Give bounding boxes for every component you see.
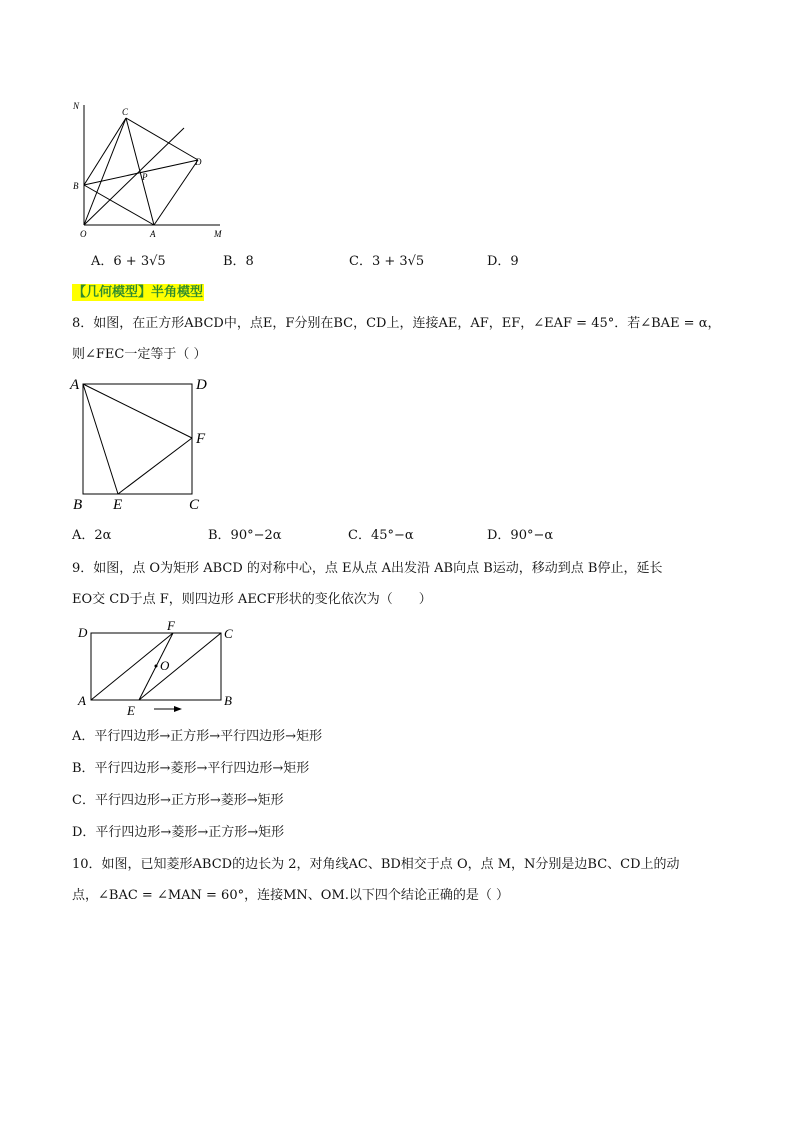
segment-ef	[118, 438, 192, 494]
q7-option-a[interactable]: A．6 + 3√5	[91, 254, 166, 269]
label-c: C	[224, 626, 233, 641]
q8-question-line1: 8．如图，在正方形ABCD中，点E，F分别在BC，CD上，连接AE，AF，EF，∠EAF = 45°．若∠BAE = α，	[72, 316, 721, 331]
q7-figure	[70, 95, 230, 245]
q9-question-line1: 9．如图，点 O为矩形 ABCD 的对称中心，点 E从点 A出发沿 AB向点 B运动，移动到点 B停止，延长	[72, 561, 663, 576]
label-c: C	[189, 497, 200, 513]
segment-cd	[126, 118, 198, 160]
segment-bc	[84, 118, 126, 185]
label-n: N	[73, 101, 80, 111]
segment-ca	[126, 118, 154, 225]
label-m: M	[214, 229, 222, 239]
motion-arrow-head	[174, 706, 182, 712]
q9-option-d[interactable]: D．平行四边形→菱形→正方形→矩形	[72, 825, 285, 840]
label-p: P	[142, 172, 148, 182]
label-d: D	[196, 377, 207, 393]
q9-figure	[74, 617, 244, 719]
q9-option-c[interactable]: C．平行四边形→正方形→菱形→矩形	[72, 793, 284, 808]
segment-oc	[84, 118, 126, 225]
q8-option-c[interactable]: C．45°−α	[348, 528, 414, 543]
q10-question-line2: 点，∠BAC = ∠MAN = 60°，连接MN、OM.以下四个结论正确的是（ ）	[72, 888, 510, 903]
label-b: B	[73, 181, 79, 191]
q10-question-line1: 10．如图，已知菱形ABCD的边长为 2，对角线AC、BD相交于点 O，点 M，N分别是边BC、CD上的动	[72, 857, 680, 872]
segment-af	[83, 384, 192, 438]
label-a: A	[150, 229, 156, 239]
label-d: D	[195, 157, 202, 167]
segment-ae	[83, 384, 118, 494]
q9-option-a[interactable]: A．平行四边形→正方形→平行四边形→矩形	[72, 729, 323, 744]
label-d: D	[78, 625, 88, 640]
label-c: C	[122, 107, 129, 117]
q8-figure	[68, 372, 218, 514]
q8-question-line2: 则∠FEC一定等于（ ）	[72, 347, 207, 362]
section-tag: 【几何模型】半角模型	[73, 285, 204, 300]
q9-question-line2: EO交 CD于点 F，则四边形 AECF形状的变化依次为（ ）	[72, 592, 432, 607]
q8-option-a[interactable]: A．2α	[72, 528, 112, 543]
segment-ec	[139, 633, 221, 700]
segment-da	[154, 160, 198, 225]
q7-option-b[interactable]: B．8	[223, 254, 254, 269]
label-b: B	[224, 693, 232, 708]
label-a: A	[78, 693, 86, 708]
q7-option-d[interactable]: D．9	[487, 254, 519, 269]
center-point-o	[155, 665, 158, 668]
label-b: B	[73, 497, 83, 513]
label-o: O	[160, 658, 170, 673]
label-o: O	[80, 229, 87, 239]
q9-option-b[interactable]: B．平行四边形→菱形→平行四边形→矩形	[72, 761, 310, 776]
label-f: F	[167, 618, 175, 633]
label-e: E	[127, 703, 135, 718]
label-e: E	[113, 497, 123, 513]
square-abcd	[83, 384, 192, 494]
q7-option-c[interactable]: C．3 + 3√5	[349, 254, 425, 269]
bisector-line	[84, 128, 184, 225]
label-f: F	[196, 431, 206, 447]
q8-option-d[interactable]: D．90°−α	[487, 528, 554, 543]
label-a: A	[70, 377, 80, 393]
q8-option-b[interactable]: B．90°−2α	[208, 528, 282, 543]
